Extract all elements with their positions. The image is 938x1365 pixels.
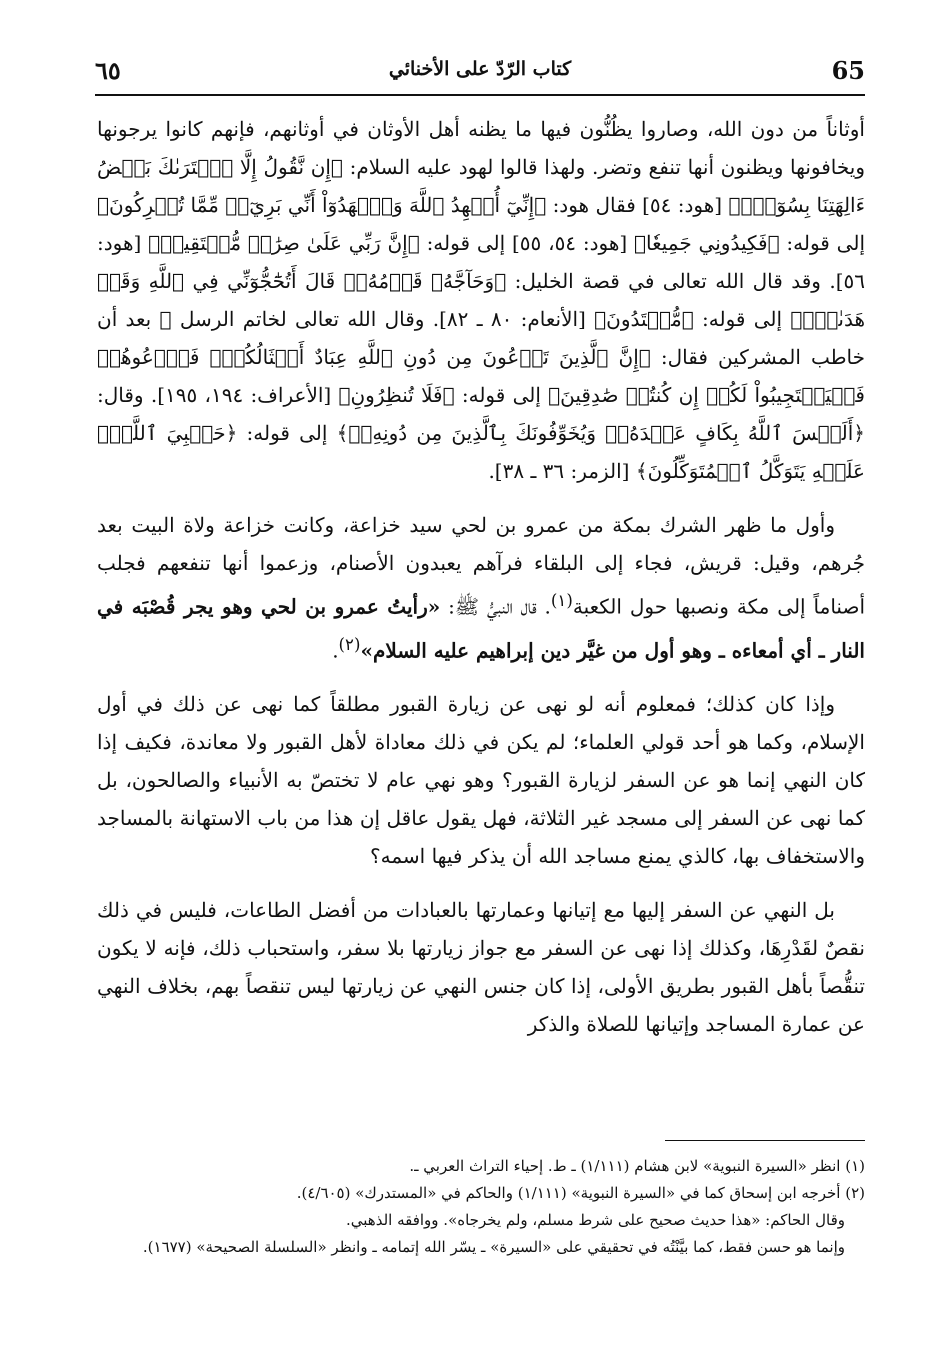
- quran-verse: ﴿فَكِيدُونِي جَمِيعٗا﴾: [634, 231, 780, 255]
- page-number-arabic: ٦٥: [95, 56, 121, 85]
- footnote-ref-1[interactable]: (١): [550, 591, 573, 610]
- text-span: [هود: ٥٦]. وقد قال الله تعالى في قصة الخليل:: [97, 231, 865, 293]
- paragraph-3: [97, 685, 865, 875]
- quran-verse: ﴿إِنَّ رَبِّي عَلَىٰ صِرَٰطٖ مُّسۡتَقِيمٖ﴾: [148, 231, 420, 255]
- text-span: . قال النبيُّ ﷺ:: [440, 594, 551, 619]
- quran-verse: ﴿وَحَآجَّهُۥ قَوۡمُهُۥۚ قَالَ أَتُحَٰٓجُّوٓنِّي فِي ٱللَّهِ وَقَدۡ هَدَىٰنِۚ﴾: [97, 269, 865, 331]
- footnote-2-continued: وإنما هو حسن فقط، كما بيَّنْتُه في تحقيقي على «السيرة» ـ يسّر الله إتمامه ـ وانظر «السلسلة الصحيحة» (١٦٧٧).: [142, 1238, 845, 1256]
- quran-verse: ﴿إِنَّ ٱلَّذِينَ تَدۡعُونَ مِن دُونِ ٱللَّهِ عِبَادٌ أَمۡثَالُكُمۡۖ فَٱدۡعُوهُمۡ فَلۡيَسۡتَجِيبُواْ لَكُمۡ إِن كُنتُمۡ صَٰدِقِينَ﴾: [97, 345, 865, 407]
- hadith-quote: «رأيتُ عمرو بن لحي وهو يجر قُصْبَه في النار ـ أي أمعاءه ـ وهو أول من غيَّر دين إبراهيم عليه السلام»: [97, 594, 865, 663]
- text-span: إلى قوله:: [779, 231, 866, 255]
- page-header: [95, 50, 865, 96]
- text-span: أوثاناً من دون الله، وصاروا يظُنُّون فيها ما يظنه أهل الأوثان في أوثانهم، فإنهم كانوا يرجونها ويخافونها ويظنون أنها تنفع وتضر. ولهذا قالوا لهود عليه السلام:: [97, 117, 866, 179]
- footnotes: [97, 1140, 865, 1261]
- quran-verse: ﴿مُّهۡتَدُونَ﴾: [594, 307, 694, 331]
- text-span: إلى قوله:: [454, 383, 549, 407]
- quran-verse: ﴿أَلَيۡسَ ٱللَّهُ بِكَافٍ عَبۡدَهُۥۖ وَيُخَوِّفُونَكَ بِٱلَّذِينَ مِن دُونِهِۦۚ﴾: [336, 421, 865, 445]
- text-span: [الأعراف: ١٩٤، ١٩٥]. وقال:: [97, 383, 339, 407]
- footnote-1: (١) انظر «السيرة النبوية» لابن هشام (١/١١١) ـ ط. إحياء التراث العربي ـ.: [409, 1157, 865, 1175]
- book-title: كتاب الرّدّ على الأخنائي: [388, 58, 572, 80]
- text-span: [هود: ٥٤] فقال هود:: [546, 193, 729, 217]
- text-span: .: [332, 638, 339, 663]
- text-span: [الأنعام: ٨٠ ـ ٨٢]. وقال الله تعالى لخاتم الرسل ﷺ بعد أن خاطب المشركين فقال:: [97, 307, 866, 369]
- text-span: وإذا كان كذلك؛ فمعلوم أنه لو نهى عن زيارة القبور مطلقاً كما نهى عن ذلك في أول الإسلام، وكما هو أحد قولي العلماء؛ لم يكن في ذلك معاداة لأهل القبور ولا معاندة، فكيف إذا كان النهي إنما هو عن السفر لزيارة القبور؟ وهو نهي عام لا تختصّ به الأنبياء والصالحون، بل كما نهى عن السفر إلى مسجد غير الثلاثة، فهل يقول عاقل إن هذا من باب الاستهانة بالمساجد والاستخفاف بها، كالذي يمنع مساجد الله أن يذكر فيها اسمه؟: [97, 692, 865, 869]
- footnote-ref-2[interactable]: (٢): [338, 634, 361, 654]
- paragraph-2: [97, 506, 865, 669]
- text-span: [الزمر: ٣٦ ـ ٣٨].: [488, 459, 636, 483]
- footnote-2-continued: وقال الحاكم: «هذا حديث صحيح على شرط مسلم، ولم يخرجاه». ووافقه الذهبي.: [346, 1211, 845, 1229]
- footnote-2: (٢) أخرجه ابن إسحاق كما في «السيرة النبوية» (١/١١١) والحاكم في «المستدرك» (٤/٦٠٥).: [296, 1184, 865, 1202]
- text-span: [هود: ٥٤، ٥٥] إلى قوله:: [419, 231, 635, 255]
- quran-verse: ﴿إِنِّيٓ أُشۡهِدُ ٱللَّهَ وَٱشۡهَدُوٓاْ أَنِّي بَرِيٓءٞ مِّمَّا تُشۡرِكُونَ﴾: [97, 193, 547, 217]
- text-span: إلى قوله:: [693, 307, 791, 331]
- paragraph-4: [97, 891, 865, 1043]
- quran-verse: ﴿حَسۡبِيَ ٱللَّهُۖ عَلَيۡهِ يَتَوَكَّلُ ٱلۡمُتَوَكِّلُونَ﴾: [97, 421, 865, 483]
- footnote-separator: [665, 1140, 865, 1141]
- quran-verse: ﴿فَلَا تُنظِرُونِ﴾: [338, 383, 455, 407]
- page-number-latin: 65: [831, 56, 865, 85]
- text-span: وأول ما ظهر الشرك بمكة من عمرو بن لحي سيد خزاعة، وكانت خزاعة ولاة البيت بعد جُرهم، وقيل: قريش، فجاء إلى البلقاء فرآهم يعبدون الأصنام، وزعموا أنها تنفعهم فجلب أصناماً إلى مكة ونصبها حول الكعبة: [97, 513, 865, 619]
- main-text: [97, 110, 865, 1059]
- quran-verse: ﴿إِن نَّقُولُ إِلَّا ٱعۡتَرَىٰكَ بَعۡضُ ءَالِهَتِنَا بِسُوٓءٖۗ﴾: [97, 155, 865, 217]
- text-span: إلى قوله:: [237, 421, 337, 445]
- text-span: بل النهي عن السفر إليها مع إتيانها وعمارتها بالعبادات من أفضل الطاعات، فليس في ذلك نقصٌ لقَدْرِهَا، وكذلك إذا نهى عن السفر مع جواز زيارتها بلا سفر، واستحباب ذلك، فإنه لا يكون تنقُّصاً بأهل القبور بطريق الأولى، إذا كان جنس النهي عن زيارتها ليس تنقصاً بهم، بخلاف النهي عن عمارة المساجد وإتيانها للصلاة والذكر: [97, 898, 865, 1037]
- paragraph-1: [97, 110, 865, 490]
